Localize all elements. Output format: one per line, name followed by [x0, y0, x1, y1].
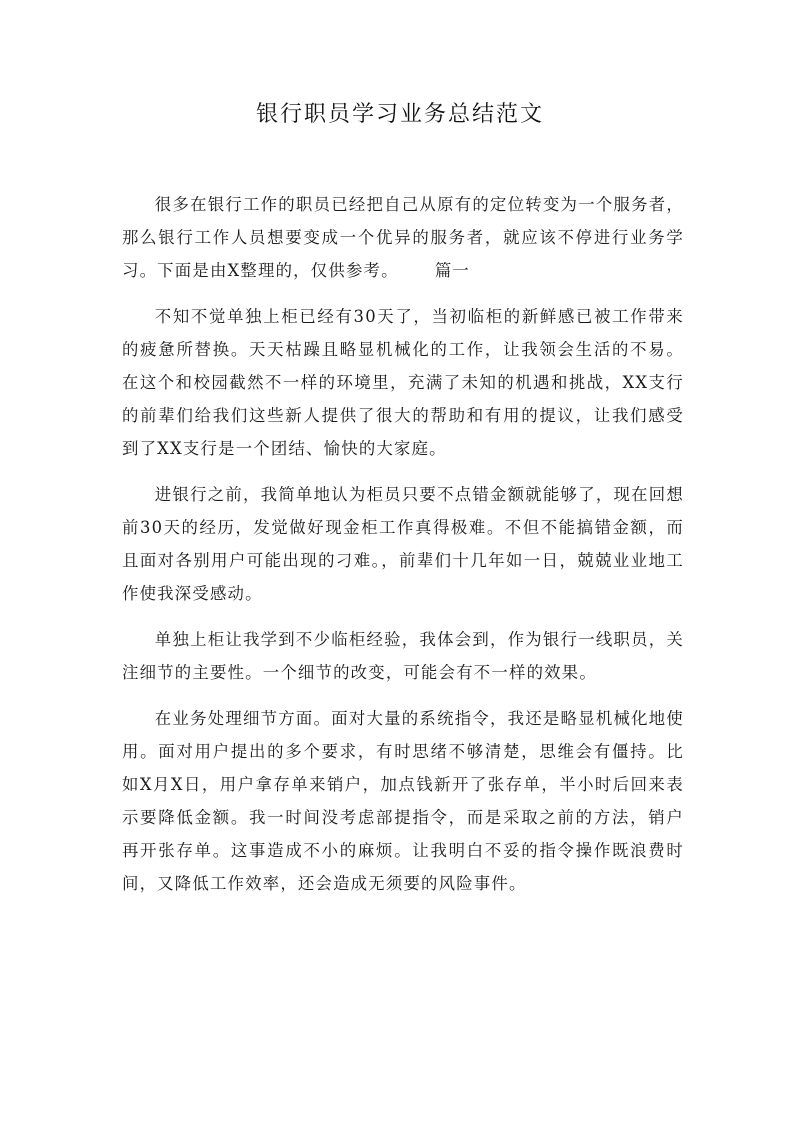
document-body: [122, 188, 684, 913]
body-paragraph: 进银行之前，我简单地认为柜员只要不点错金额就能够了，现在回想前30天的经历，发觉做好现金柜工作真得极难。不但不能搞错金额，而且面对各别用户可能出现的刁难。，前辈们十几年如一日，兢兢业业地工作使我深受感动。: [122, 485, 684, 603]
body-paragraph: 在业务处理细节方面。面对大量的系统指令，我还是略显机械化地使用。面对用户提出的多个要求，有时思绪不够清楚，思维会有僵持。比如X月X日，用户拿存单来销户，加点钱新开了张存单，半小时后回来表示要降低金额。我一时间没考虑部提指令，而是采取之前的方法，销户再开张存单。这事造成不小的麻烦。让我明白不妥的指令操作既浪费时间，又降低工作效率，还会造成无须要的风险事件。: [122, 709, 684, 893]
body-paragraph: 单独上柜让我学到不少临柜经验，我体会到，作为银行一线职员，关注细节的主要性。一个细节的改变，可能会有不一样的效果。: [122, 630, 684, 682]
page-title: 银行职员学习业务总结范文: [255, 102, 544, 127]
intro-paragraph: [122, 188, 684, 287]
section-label: 篇一: [434, 261, 470, 280]
intro-text: 很多在银行工作的职员已经把自己从原有的定位转变为一个服务者，那么银行工作人员想要变成一个优异的服务者，就应该不停进行业务学习。下面是由X整理的，仅供参考。: [122, 195, 684, 280]
body-paragraph: 不知不觉单独上柜已经有30天了，当初临柜的新鲜感已被工作带来的疲惫所替换。天天枯躁且略显机械化的工作，让我领会生活的不易。在这个和校园截然不一样的环境里，充满了未知的机遇和挑战，XX支行的前辈们给我们这些新人提供了很大的帮助和有用的提议，让我们感受到了XX支行是一个团结、愉快的大家庭。: [122, 307, 684, 458]
